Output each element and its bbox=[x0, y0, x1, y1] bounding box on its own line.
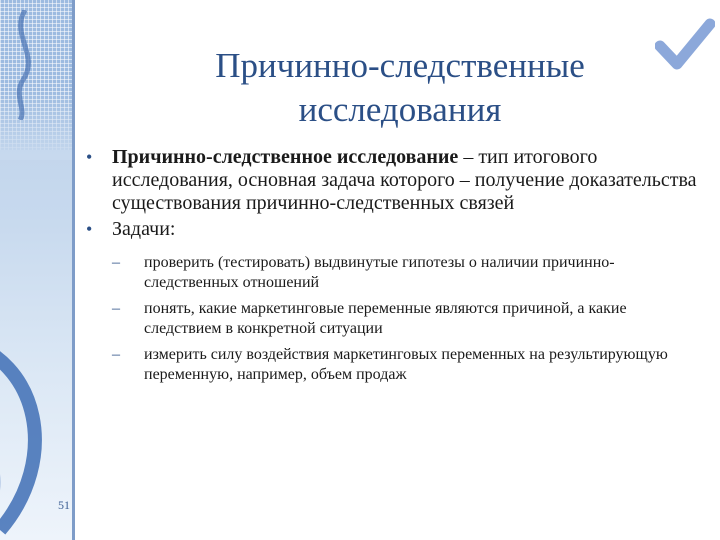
bullet-tasks bbox=[84, 218, 700, 241]
task-item-text: проверить (тестировать) выдвинутые гипотезы о наличии причинно-следственных отношений bbox=[144, 254, 615, 291]
bullet-term: Причинно-следственное исследование bbox=[112, 146, 459, 168]
dash-marker: – bbox=[112, 300, 120, 317]
task-list bbox=[84, 253, 700, 385]
bullet-marker: • bbox=[86, 219, 93, 239]
task-item-text: понять, какие маркетинговые переменные являются причиной, а какие следствием в конкретной ситуации bbox=[144, 300, 627, 337]
task-item bbox=[84, 345, 700, 385]
bullet-definition-text: – тип итогового исследования, основная задача которого – получение доказательства существования причинно-следственных связей bbox=[112, 146, 697, 214]
task-item-text: измерить силу воздействия маркетинговых переменных на результирующую переменную, например, объем продаж bbox=[144, 346, 668, 383]
slide-number: 51 bbox=[58, 498, 70, 512]
bullet-tasks-text: Задачи: bbox=[112, 218, 176, 240]
title-line-1: Причинно-следственные bbox=[215, 46, 585, 85]
left-decorative-strip bbox=[0, 0, 75, 540]
slide-content bbox=[84, 146, 700, 385]
dash-marker: – bbox=[112, 254, 120, 271]
bullet-definition bbox=[84, 146, 700, 215]
title-line-2: исследования bbox=[298, 90, 502, 129]
arc-decoration bbox=[0, 340, 55, 535]
task-item bbox=[84, 253, 700, 293]
wave-decoration bbox=[5, 10, 45, 120]
bullet-marker: • bbox=[86, 147, 93, 167]
task-item bbox=[84, 299, 700, 339]
dash-marker: – bbox=[112, 346, 120, 363]
strip-edge bbox=[72, 0, 75, 540]
slide-title bbox=[120, 44, 680, 132]
